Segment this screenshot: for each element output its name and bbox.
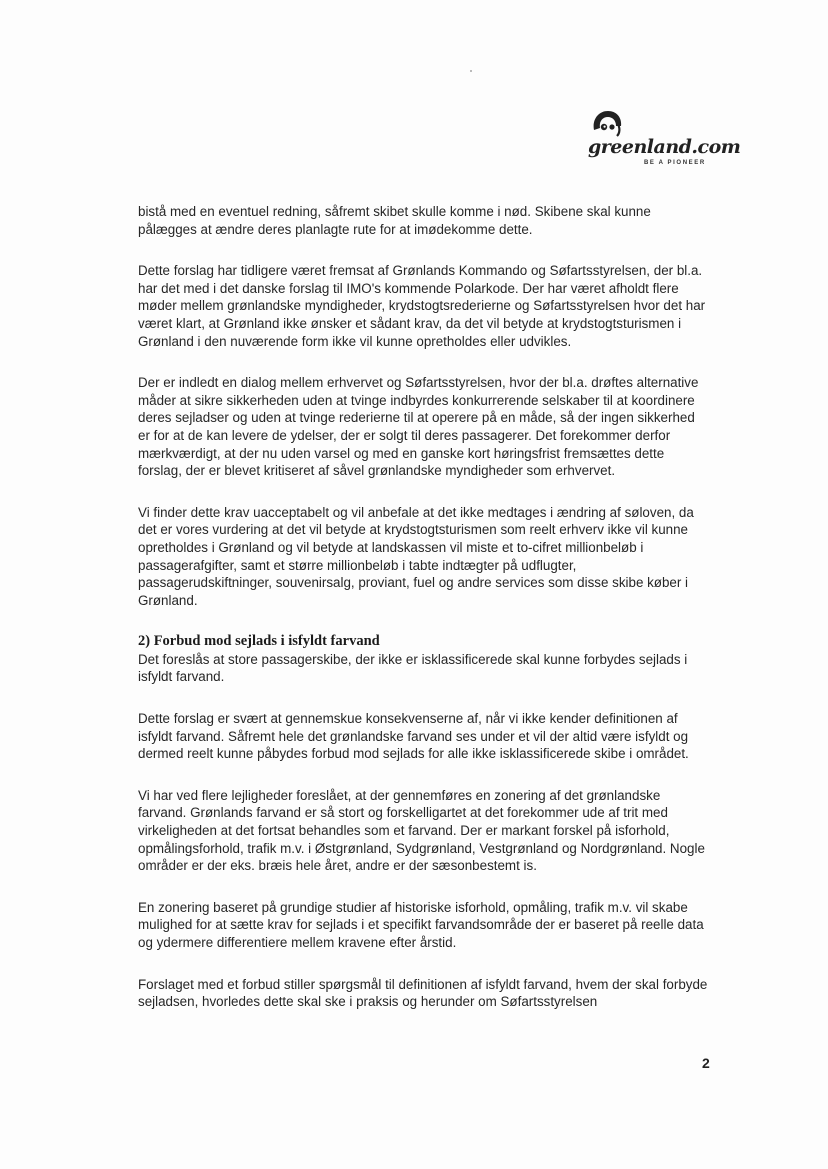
logo-wordmark: greenland.com <box>588 136 741 158</box>
greenland-logo <box>588 108 741 168</box>
pioneer-head-icon <box>590 108 624 138</box>
section-heading: 2) Forbud mod sejlads i isfyldt farvand <box>138 633 380 650</box>
paragraph: Forslaget med et forbud stiller spørgsmål til definitionen af isfyldt farvand, hvem der skal forbyde sejladsen, hvorledes dette skal ske i praksis og herunder om Søfartsstyrelsen <box>138 976 708 1010</box>
paragraph: Der er indledt en dialog mellem erhvervet og Søfartsstyrelsen, hvor der bl.a. drøftes alternative måder at sikre sikkerheden uden at tvinge indbyrdes konkurrerende selskaber til at koordinere deres sejladser og uden at tvinge rederierne til at operere på en måde, så der ingen sikkerhed er for at de kan levere de ydelser, der er solgt til deres passagerer. Det forekommer derfor mærkværdigt, at der nu uden varsel og med en ganske kort høringsfrist fremsættes dette forslag, der er blevet kritiseret af såvel grønlandske myndigheder som erhvervet. <box>138 375 699 479</box>
paragraph: Vi finder dette krav uacceptabelt og vil anbefale at det ikke medtages i ændring af søloven, da det er vores vurdering at det vil betyde at krydstogtsturismen som reelt erhverv ikke vil kunne opretholdes i Grønland og vil betyde at landskassen vil miste et to-cifret millionbeløb i passagerafgifter, samt et større millionbeløb i tabte indtægter på udflugter, passagerudskiftninger, souvenirsalg, proviant, fuel og andre services som disse skibe køber i Grønland. <box>138 504 694 608</box>
paragraph: Det foreslås at store passagerskibe, der ikke er isklassificerede skal kunne forbydes sejlads i isfyldt farvand. <box>138 651 688 685</box>
paragraph: Vi har ved flere lejligheder foreslået, at der gennemføres en zonering af det grønlandske farvand. Grønlands farvand er så stort og forskelligartet at det forekommer ude af trit med virkeligheden at det fortsat behandles som et farvand. Der er markant forskel på isforhold, opmålingsforhold, trafik m.v. i Østgrønland, Sydgrønland, Vestgrønland og Nordgrønland. Nogle områder er der eks. bræis hele året, andre er der sæsonbestemt is. <box>138 787 705 874</box>
page-number: 2 <box>702 1055 710 1071</box>
paragraph: Dette forslag er svært at gennemskue konsekvenserne af, når vi ikke kender definitionen af isfyldt farvand. Såfremt hele det grønlandske farvand ses under et vil der altid være isfyldt og dermed reelt kunne påbydes forbud mod sejlads for alle ikke isklassificerede skibe i området. <box>138 711 689 762</box>
scan-speck <box>470 70 472 72</box>
paragraph: Dette forslag har tidligere været fremsat af Grønlands Kommando og Søfartsstyrelsen, der bl.a. har det med i det danske forslag til IMO's kommende Polarkode. Der har været afholdt flere møder mellem grønlandske myndigheder, krydstogtsrederierne og Søfartsstyrelsen hvor det har været klart, at Grønland ikke ønsker et sådant krav, da det vil betyde at krydstogtsturismen i Grønland i den nuværende form ikke vil kunne opretholdes eller udvikles. <box>138 263 706 349</box>
paragraph: En zonering baseret på grundige studier af historiske isforhold, opmåling, trafik m.v. vil skabe mulighed for at sætte krav for sejlads i et specifikt farvandsområde der er baseret på reelle data og ydermere differentiere mellem kravene efter årstid. <box>138 899 704 950</box>
logo-tagline: BE A PIONEER <box>644 160 706 166</box>
paragraph: bistå med en eventuel redning, såfremt skibet skulle komme i nød. Skibene skal kunne pålægges at ændre deres planlagte rute for at imødekomme dette. <box>138 204 651 237</box>
letter-body <box>138 203 710 1035</box>
